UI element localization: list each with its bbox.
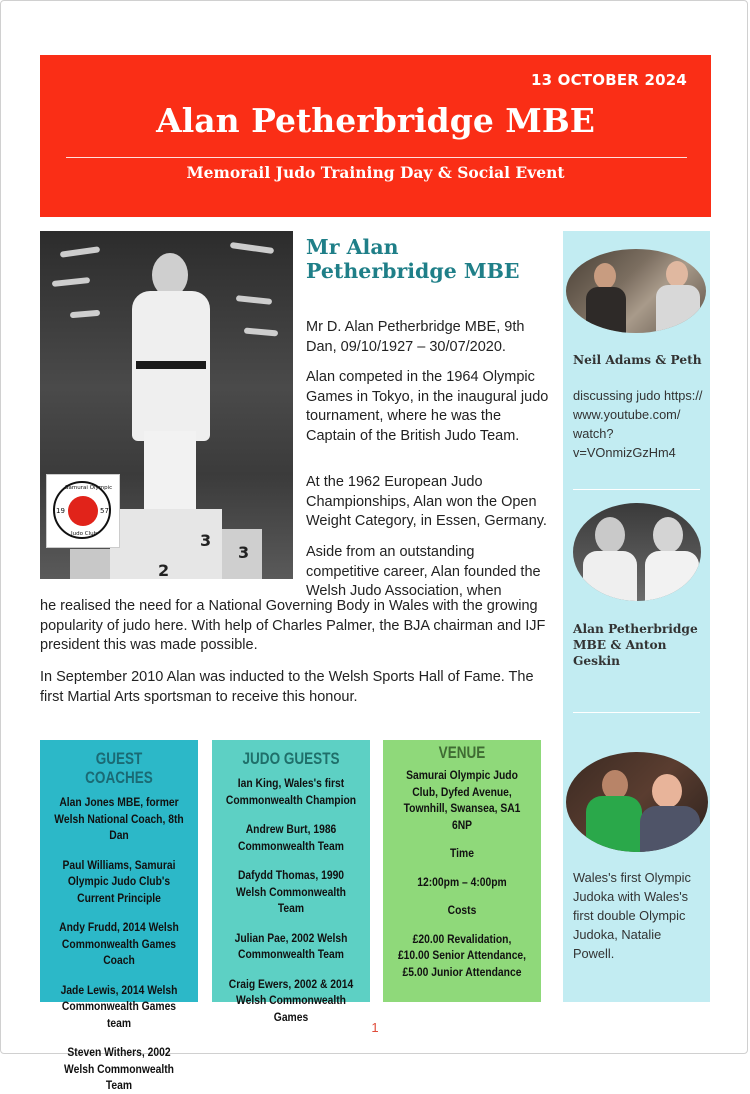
guest-coach-item: Jade Lewis, 2014 Welsh Commonwealth Games team (60, 982, 178, 1030)
guest-coaches-box (40, 740, 198, 1092)
article-paragraph: At the 1962 European Judo Championships, Alan won the Open Weight Category, in Essen, Germany. (306, 474, 547, 529)
article-paragraph: Alan competed in the 1964 Olympic Games in Tokyo, in the inaugural judo tournament, where he was the Captain of the British Judo Team. (306, 369, 549, 444)
logo-text-bottom: Judo Club (71, 531, 98, 537)
podium-number: 3 (238, 543, 250, 562)
club-logo (46, 474, 120, 548)
costs-label: Costs (447, 903, 477, 917)
black-belt (136, 361, 206, 369)
podium-step (70, 549, 110, 579)
neil-adams-photo (566, 249, 706, 333)
judo-guest-item: Craig Ewers, 2002 & 2014 Welsh Commonwealth Games (228, 976, 354, 1024)
box-title: GUEST COACHES (85, 750, 153, 787)
box-title: VENUE (438, 744, 486, 762)
judoka-legs (144, 431, 196, 509)
sidebar (563, 231, 710, 1002)
caption-title: Alan Petherbridge MBE & Anton Geskin (573, 622, 698, 668)
logo-text-right: 57 (100, 507, 109, 515)
arena-light (230, 242, 274, 254)
logo-red-circle (68, 496, 98, 526)
guest-coach-item: Andy Frudd, 2014 Welsh Commonwealth Games Coach (59, 920, 179, 967)
header-divider (66, 157, 687, 158)
arena-light (70, 310, 100, 319)
article-paragraph: Aside from an outstanding competitive career, Alan founded the Welsh Judo Association, when (306, 544, 541, 599)
sidebar-divider (573, 712, 700, 713)
guest-coach-item: Paul Williams, Samurai Olympic Judo Club's Current Principle (62, 857, 176, 905)
box-title: JUDO GUESTS (242, 750, 340, 768)
time-label: Time (450, 846, 474, 860)
page-number: 1 (371, 1020, 379, 1035)
arena-light (236, 295, 272, 305)
article-paragraph: he realised the need for a National Governing Body in Wales with the growing popularity of judo here. With help of Charles Palmer, the BJA chairman and IJF president this was made possible. (40, 598, 546, 653)
page-subtitle: Memorail Judo Training Day & Social Event (186, 163, 565, 182)
arena-light (244, 328, 278, 337)
olympic-photo (40, 231, 293, 579)
judo-guest-item: Andrew Burt, 1986 Commonwealth Team (238, 822, 344, 853)
judo-guest-item: Julian Pae, 2002 Welsh Commonwealth Team (234, 930, 348, 961)
natalie-powell-photo (566, 752, 708, 852)
guest-coach-item: Alan Jones MBE, former Welsh National Coach, 8th Dan (54, 795, 184, 842)
venue-box (383, 740, 541, 1002)
podium-number: 2 (158, 561, 170, 579)
judo-guests-box (212, 740, 370, 1024)
petherbridge-geskin-photo (573, 503, 701, 601)
podium-number: 3 (200, 531, 212, 550)
time-value: 12:00pm – 4:00pm (417, 874, 507, 889)
logo-text-top: Samurai Olympic (65, 485, 113, 491)
sidebar-divider (573, 489, 700, 490)
costs-value: £20.00 Revalidation, £10.00 Senior Attendance, £5.00 Junior Attendance (397, 931, 527, 979)
caption-title: Neil Adams & Peth (573, 353, 702, 367)
arena-light (60, 246, 100, 258)
arena-light (52, 277, 90, 287)
venue-address: Samurai Olympic Judo Club, Dyfed Avenue, Townhill, Swansea, SA1 6NP (403, 768, 521, 832)
event-date: 13 OCTOBER 2024 (530, 71, 687, 89)
judo-guest-item: Dafydd Thomas, 1990 Welsh Commonwealth Team (236, 868, 346, 915)
guest-coach-item: Steven Withers, 2002 Welsh Commonwealth Team (64, 1045, 174, 1092)
logo-text-left: 19 (56, 507, 65, 515)
article-heading: Mr Alan Petherbridge MBE (306, 235, 520, 283)
caption-text: discussing judo https:// www.youtube.com/ watch? v=VOnmizGzHm4 (573, 388, 703, 460)
page-title: Alan Petherbridge MBE (156, 101, 595, 140)
header-banner (40, 55, 711, 217)
article-paragraph: In September 2010 Alan was inducted to the Welsh Sports Hall of Fame. The first Martial Arts sportsman to receive this honour. (40, 669, 534, 705)
caption-text: Wales's first Olympic Judoka with Wales's first double Olympic Judoka, Natalie Powell. (573, 870, 691, 961)
judo-guest-item: Ian King, Wales's first Commonwealth Champion (225, 776, 357, 807)
article-paragraph: Mr D. Alan Petherbridge MBE, 9th Dan, 09/10/1927 – 30/07/2020. (306, 319, 525, 355)
